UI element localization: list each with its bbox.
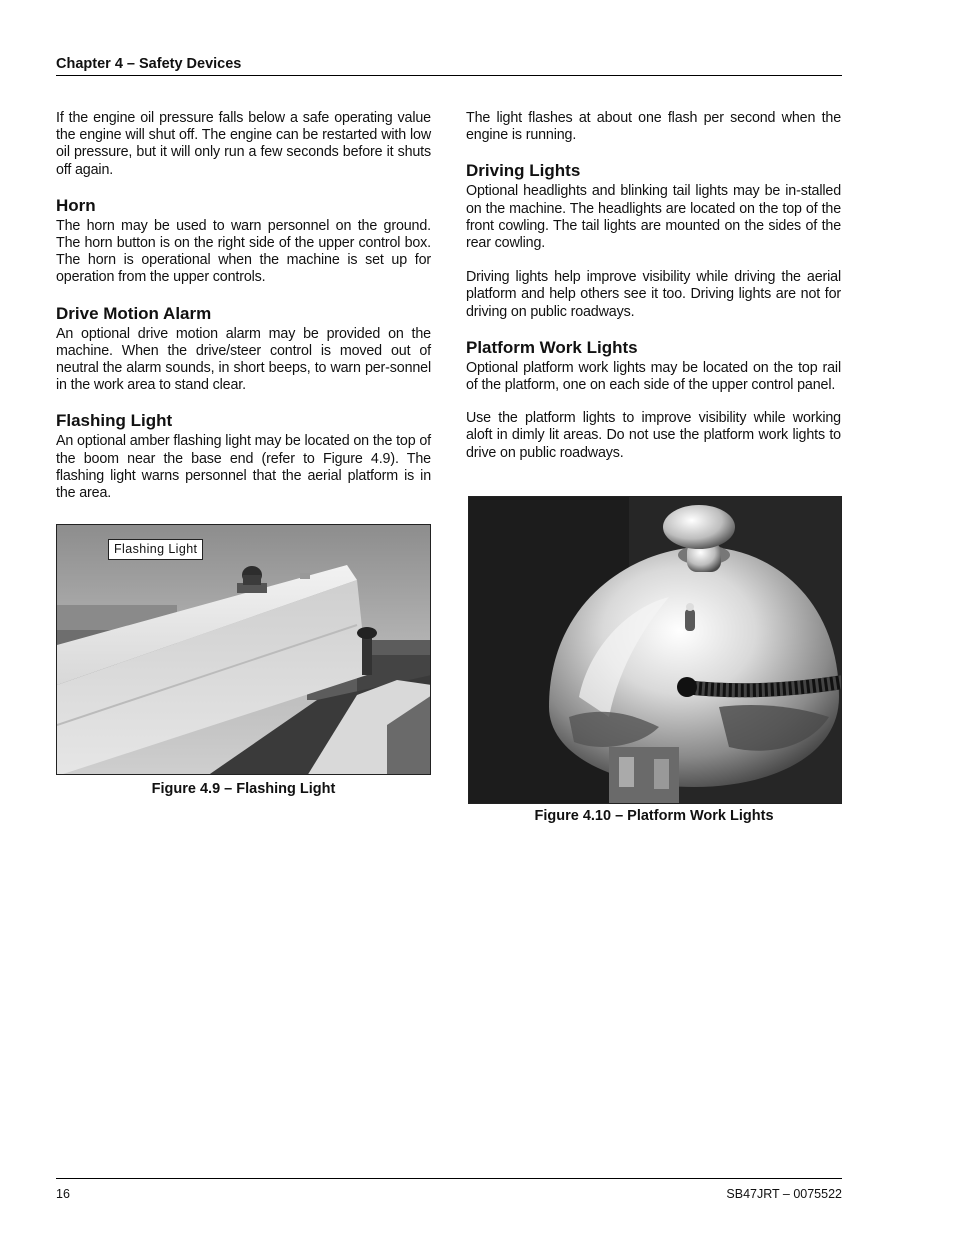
left-column	[56, 110, 431, 516]
drive-motion-alarm-heading: Drive Motion Alarm	[56, 303, 212, 323]
platform-work-lights-paragraph-1: Optional platform work lights may be located on the top rail of the platform, one on each side of the upper control panel.	[466, 359, 841, 394]
document-id: SB47JRT – 0075522	[726, 1187, 842, 1201]
flash-rate-paragraph: The light flashes at about one flash per second when the engine is running.	[466, 110, 841, 144]
footer-rule	[56, 1178, 842, 1179]
figure-platform-work-lights	[468, 496, 842, 804]
oil-pressure-paragraph: If the engine oil pressure falls below a safe operating value the engine will shut off. The engine can be restarted with low oil pressure, but it will only run a few seconds before it shuts off again.	[56, 110, 431, 178]
header-rule	[56, 75, 842, 76]
chapter-header: Chapter 4 – Safety Devices	[56, 56, 242, 72]
flashing-light-photo	[56, 524, 431, 775]
page-number: 16	[56, 1187, 70, 1201]
figure-4-10-caption: Figure 4.10 – Platform Work Lights	[534, 808, 774, 824]
horn-paragraph: The horn may be used to warn personnel on the ground. The horn button is on the right side of the upper control box. The horn is operational when the machine is set up for operation from the upper controls.	[56, 217, 431, 286]
driving-lights-heading: Driving Lights	[466, 161, 581, 181]
drive-motion-alarm-paragraph: An optional drive motion alarm may be provided on the machine. When the drive/steer control is moved out of neutral the alarm sounds, in short beeps, to warn per-sonnel in the work area to stand clear.	[56, 325, 431, 394]
figure-4-9-caption: Figure 4.9 – Flashing Light	[151, 781, 336, 797]
right-column	[466, 110, 841, 476]
driving-lights-paragraph-1: Optional headlights and blinking tail lights may be in-stalled on the machine. The headlights are located on the top of the front cowling. The tail lights are mounted on the sides of the rear cowling.	[466, 183, 841, 252]
platform-work-lights-heading: Platform Work Lights	[466, 337, 638, 357]
platform-work-lights-paragraph-2: Use the platform lights to improve visibility while working aloft in dimly lit areas. Do not use the platform work lights to drive on public roadways.	[466, 410, 841, 461]
driving-lights-paragraph-2: Driving lights help improve visibility while driving the aerial platform and help others see it too. Driving lights are not for driving on public roadways.	[466, 269, 841, 320]
flashing-light-heading: Flashing Light	[56, 411, 173, 431]
platform-work-light-photo	[468, 496, 842, 804]
flashing-light-paragraph: An optional amber flashing light may be located on the top of the boom near the base end (refer to Figure 4.9). The flashing light warns personnel that the aerial platform is in the area.	[56, 433, 431, 502]
figure-flashing-light	[56, 524, 431, 775]
flashing-light-callout: Flashing Light	[108, 539, 203, 560]
horn-heading: Horn	[56, 195, 96, 215]
